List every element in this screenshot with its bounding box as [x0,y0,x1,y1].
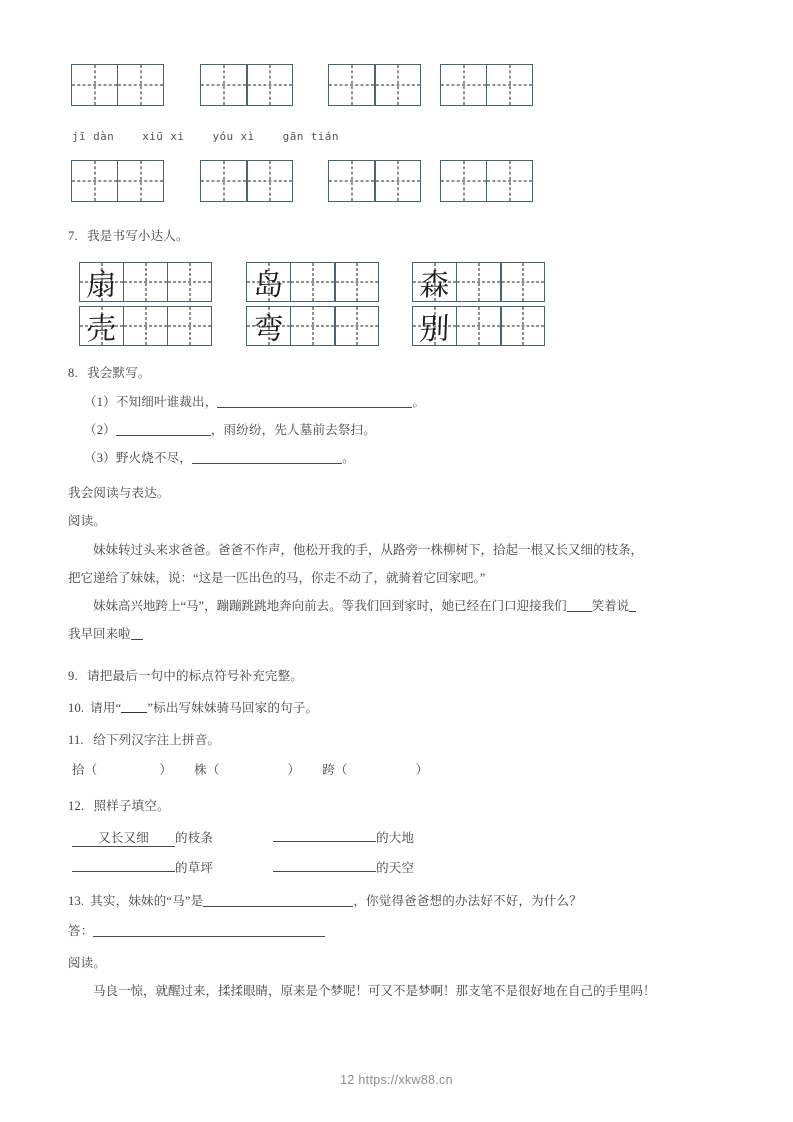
q8-item-2-end: ，雨纷纷，先人墓前去祭扫。 [210,423,376,437]
q11-paren-open-1: （ [84,763,98,777]
q8-item-1-end: 。 [412,395,426,409]
passage-line-2: 把它递给了妹妹，说：“这是一匹出色的马，你走不动了，就骑着它回家吧。” [68,571,486,585]
q10-heading [68,700,318,716]
handwritten-char: 岛 [252,267,285,304]
q11-paren-close-2: ） [287,763,301,777]
q11-title: 给下列汉字注上拼音。 [93,733,221,747]
q7-grid-5[interactable] [246,306,379,346]
q7-title: 我是书写小达人。 [87,229,189,243]
q12-title: 照样子填空。 [93,799,170,813]
grid-cell[interactable] [290,306,335,346]
pinyin-grid-4[interactable] [440,64,533,106]
q12-noun-4: 的天空 [376,861,415,875]
handwritten-char: 别 [418,311,451,348]
q12-noun-1: 的枝条 [175,831,214,845]
pinyin-grid-2[interactable] [200,64,293,106]
q8-item-2-label: （2） [84,423,116,437]
q8-item-3-blank[interactable] [192,450,342,464]
handwritten-char: 壳 [85,311,118,348]
q7-number: 7. [68,229,78,243]
pinyin-labels: jī dàn xiū xi yóu xì gān tián [72,130,339,143]
grid-cell[interactable] [440,64,487,106]
passage-punct-blank-1[interactable] [567,598,592,612]
pinyin-grid-5[interactable] [71,160,164,202]
q9-number: 9. [68,669,78,683]
q9-heading [68,668,303,684]
q12-row-2 [72,858,414,876]
q11-paren-open-2: （ [206,763,220,777]
q7-heading [68,228,189,244]
passage-line-4-text: 我早回来啦 [68,627,131,641]
q10-suffix: ”标出写妹妹骑马回家的句子。 [147,701,319,715]
grid-cell[interactable] [374,64,421,106]
grid-cell[interactable] [500,262,545,302]
q11-number: 11. [68,733,84,747]
q10-underline-mark [121,712,147,713]
reading2-label: 阅读。 [68,956,107,970]
q11-char-3: 跨 [322,763,335,777]
q8-item-1-text: 不知细叶谁裁出， [115,395,218,409]
grid-cell[interactable] [246,306,291,346]
grid-cell[interactable] [486,160,533,202]
passage-line-4 [68,626,143,642]
reading-heading: 我会阅读与表达。 [68,486,170,500]
grid-cell[interactable] [456,306,501,346]
grid-cell[interactable] [440,160,487,202]
handwritten-char: 森 [418,267,451,304]
q7-grid-4[interactable] [79,306,212,346]
q11-char-2: 株 [194,763,207,777]
q12-row-1 [72,828,414,847]
grid-cell[interactable] [246,160,293,202]
q8-heading [68,365,151,381]
q9-text: 请把最后一句中的标点符号补充完整。 [87,669,304,683]
passage-line-1: 妹妹转过头来求爸爸。爸爸不作声，他松开我的手，从路旁一株柳树下，拾起一根又长又细的枝条， [93,543,644,557]
grid-cell[interactable] [334,306,379,346]
q13-answer-label: 答： [68,924,94,938]
grid-cell[interactable] [167,306,212,346]
handwritten-char: 弯 [252,311,285,348]
q8-item-3 [84,450,355,466]
q8-item-1-blank[interactable] [217,394,412,408]
q13-answer-blank[interactable] [93,923,325,937]
grid-cell[interactable] [328,64,375,106]
grid-cell[interactable] [79,262,124,302]
reading-label: 阅读。 [68,514,107,528]
q11-paren-close-1: ） [159,763,173,777]
q7-grid-2[interactable] [246,262,379,302]
passage-line-3 [93,598,636,614]
q12-answer-4[interactable] [273,858,376,872]
passage-punct-blank-2[interactable] [629,598,636,612]
grid-cell[interactable] [486,64,533,106]
grid-cell[interactable] [246,64,293,106]
q8-item-3-label: （3） [84,451,116,465]
q13-heading [68,893,582,909]
grid-cell[interactable] [500,306,545,346]
q13-before: 其实，妹妹的“马”是 [90,894,204,908]
q8-item-1 [84,394,425,410]
q10-prefix: 请用“ [90,701,122,715]
q8-number: 8. [68,366,78,380]
grid-cell[interactable] [334,262,379,302]
q7-grid-1[interactable] [79,262,212,302]
q11-char-row [72,762,428,778]
q11-heading [68,732,220,748]
pinyin-grid-6[interactable] [200,160,293,202]
reading2-paragraph: 马良一惊，就醒过来，揉揉眼睛，原来是个梦呢！可又不是梦啊！那支笔不是很好地在自己的手里吗！ [93,984,656,998]
q8-item-1-label: （1） [84,395,116,409]
grid-cell[interactable] [71,160,118,202]
handwritten-char: 扇 [85,267,118,304]
q8-title: 我会默写。 [87,366,151,380]
passage-line-3-text2: 笑着说 [591,599,630,613]
grid-cell[interactable] [412,262,457,302]
grid-cell[interactable] [79,306,124,346]
grid-cell[interactable] [328,160,375,202]
page-footer: 12 https://xkw88.cn [340,1073,453,1087]
q12-heading [68,798,170,814]
q13-answer-row [68,923,325,939]
grid-cell[interactable] [71,64,118,106]
grid-cell[interactable] [374,160,421,202]
q11-paren-open-3: （ [334,763,348,777]
q12-answer-2[interactable] [273,828,376,842]
q12-noun-2: 的大地 [376,831,415,845]
q12-answer-3[interactable] [72,858,175,872]
grid-cell[interactable] [290,262,335,302]
q10-number: 10. [68,701,85,715]
q11-char-1: 拾 [72,763,85,777]
q8-item-2-blank[interactable] [116,422,211,436]
q12-noun-3: 的草坪 [175,861,214,875]
grid-cell[interactable] [123,262,168,302]
q13-number: 13. [68,894,85,908]
grid-cell[interactable] [117,64,164,106]
q13-blank[interactable] [203,893,353,907]
q7-grid-6[interactable] [412,306,545,346]
passage-line-3-text: 妹妹高兴地跨上“马”，蹦蹦跳跳地奔向前去。等我们回到家时，她已经在门口迎接我们 [93,599,567,613]
q11-paren-close-3: ） [415,763,429,777]
q7-grid-3[interactable] [412,262,545,302]
grid-cell[interactable] [123,306,168,346]
grid-cell[interactable] [246,262,291,302]
pinyin-grid-3[interactable] [328,64,421,106]
q12-answer-1[interactable]: 又长又细 [72,830,175,847]
grid-cell[interactable] [200,160,247,202]
q13-after: ，你觉得爸爸想的办法好不好，为什么？ [353,894,582,908]
pinyin-grid-7[interactable] [328,160,421,202]
passage-punct-blank-3[interactable] [131,626,143,640]
grid-cell[interactable] [412,306,457,346]
pinyin-grid-1[interactable] [71,64,164,106]
grid-cell[interactable] [200,64,247,106]
q8-item-3-end: 。 [342,451,355,465]
grid-cell[interactable] [117,160,164,202]
pinyin-grid-8[interactable] [440,160,533,202]
q12-number: 12. [68,799,85,813]
grid-cell[interactable] [167,262,212,302]
q8-item-3-text: 野火烧不尽， [115,451,193,465]
q8-item-2 [84,422,376,438]
grid-cell[interactable] [456,262,501,302]
